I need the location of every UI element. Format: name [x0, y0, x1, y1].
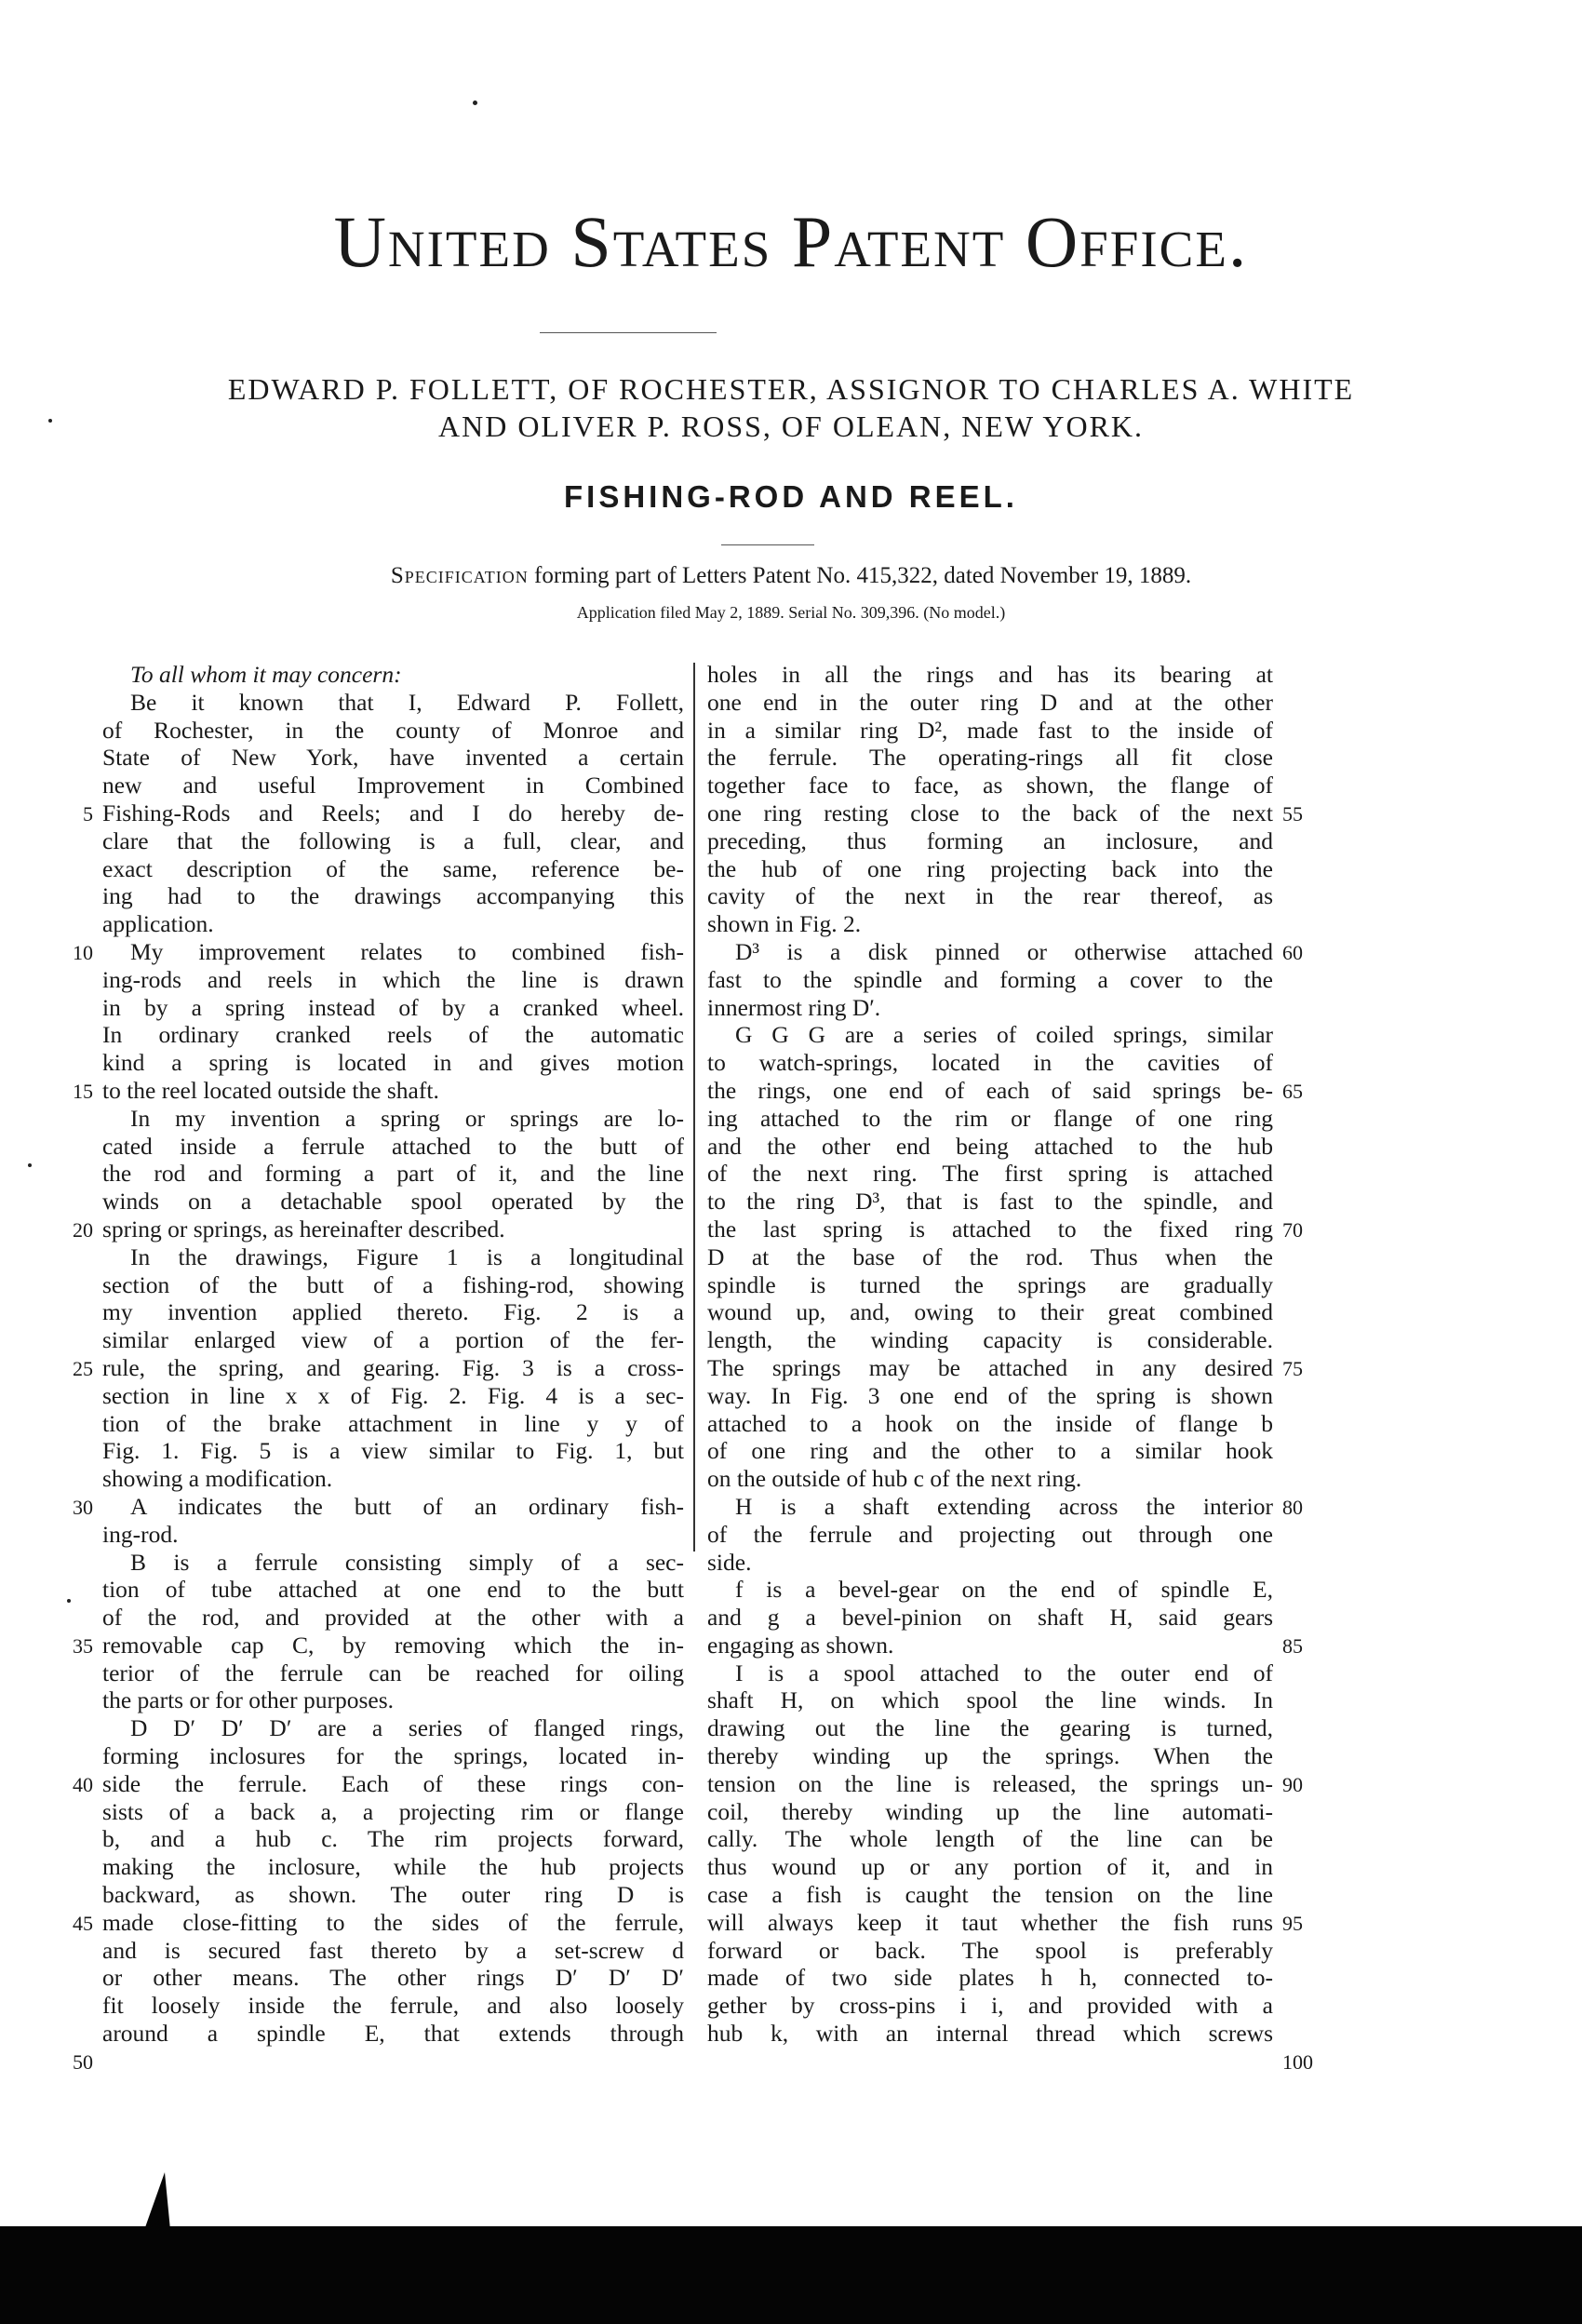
text-line: ing attached to the rim or flange of one ring: [707, 1104, 1273, 1132]
line-number: 95: [1282, 1912, 1303, 1935]
text-line: spring or springs, as hereinafter described.: [102, 1215, 505, 1243]
text-line: of the ferrule and projecting out through one: [707, 1520, 1273, 1548]
text-line: ing had to the drawings accompanying this: [102, 882, 684, 910]
text-line: way. In Fig. 3 one end of the spring is shown: [707, 1381, 1273, 1409]
text-line: winds on a detachable spool operated by the: [102, 1188, 684, 1216]
text-line: the rod and forming a part of it, and the line: [102, 1160, 684, 1188]
text-line: terior of the ferrule can be reached for oiling: [102, 1659, 684, 1686]
scan-edge-mark: [144, 2172, 170, 2230]
text-line: engaging as shown.: [707, 1631, 894, 1659]
text-line: around a spindle E, that extends through: [102, 2020, 684, 2048]
text-line: My improvement relates to combined fish-: [130, 937, 684, 965]
text-line: In my invention a spring or springs are lo-: [130, 1104, 684, 1132]
text-line: application.: [102, 910, 214, 938]
text-line: the rings, one end of each of said springs be-: [707, 1076, 1273, 1104]
text-line: to the ring D³, that is fast to the spindle, and: [707, 1188, 1273, 1216]
text-line: similar enlarged view of a portion of the fer-: [102, 1326, 684, 1354]
text-line: tion of tube attached at one end to the butt: [102, 1576, 684, 1604]
line-number: 85: [1282, 1634, 1303, 1658]
text-line: making the inclosure, while the hub projects: [102, 1853, 684, 1881]
text-line: of Rochester, in the county of Monroe and: [102, 716, 684, 744]
text-line: To all whom it may concern:: [130, 661, 402, 688]
text-line: thus wound up or any portion of it, and in: [707, 1853, 1273, 1881]
line-number: 50: [73, 2050, 93, 2074]
spec-divider: [721, 544, 814, 545]
top-speck: [473, 101, 477, 105]
text-line: sists of a back a, a projecting rim or flange: [102, 1797, 684, 1825]
text-line: tension on the line is released, the springs un-: [707, 1769, 1273, 1797]
inventor-line-2: AND OLIVER P. ROSS, OF OLEAN, NEW YORK.: [437, 410, 1145, 443]
text-line: the ferrule. The operating-rings all fit close: [707, 744, 1273, 772]
text-line: clare that the following is a full, clear, and: [102, 826, 684, 854]
text-line: in by a spring instead of by a cranked wheel.: [102, 993, 684, 1021]
text-line: or other means. The other rings D′ D′ D′: [102, 1964, 684, 1992]
text-line: forming inclosures for the springs, located in-: [102, 1742, 684, 1770]
text-line: gether by cross-pins i i, and provided with a: [707, 1992, 1273, 2020]
text-line: kind a spring is located in and gives motion: [102, 1049, 684, 1077]
text-line: of the next ring. The first spring is attached: [707, 1160, 1273, 1188]
line-number: 25: [73, 1357, 93, 1380]
text-line: in a similar ring D², made fast to the inside of: [707, 716, 1273, 744]
text-line: f is a bevel-gear on the end of spindle E,: [735, 1576, 1273, 1604]
text-line: preceding, thus forming an inclosure, and: [707, 826, 1273, 854]
text-line: fast to the spindle and forming a cover to the: [707, 965, 1273, 993]
text-line: I is a spool attached to the outer end of: [735, 1659, 1273, 1686]
text-line: coil, thereby winding up the line automati-: [707, 1797, 1273, 1825]
text-line: and is secured fast thereto by a set-screw d: [102, 1936, 684, 1964]
text-line: exact description of the same, reference be-: [102, 854, 684, 882]
text-line: wound up, and, owing to their great combined: [707, 1298, 1273, 1326]
line-number: 75: [1282, 1357, 1303, 1380]
text-line: made close-fitting to the sides of the ferrule,: [102, 1908, 684, 1936]
line-number: 35: [73, 1634, 93, 1658]
text-line: State of New York, have invented a certain: [102, 744, 684, 772]
text-line: shaft H, on which spool the line winds. In: [707, 1686, 1273, 1714]
right-text-column: [707, 661, 1273, 2048]
invention-title: FISHING-ROD AND REEL.: [564, 479, 1018, 514]
text-line: showing a modification.: [102, 1465, 333, 1493]
line-number: 80: [1282, 1496, 1303, 1519]
line-number: 70: [1282, 1218, 1303, 1242]
text-line: thereby winding up the springs. When the: [707, 1742, 1273, 1770]
text-line: of one ring and the other to a similar hook: [707, 1437, 1273, 1465]
text-line: length, the winding capacity is considerable.: [707, 1326, 1273, 1354]
text-line: spindle is turned the springs are gradually: [707, 1270, 1273, 1298]
text-line: will always keep it taut whether the fish runs: [707, 1908, 1273, 1936]
text-line: attached to a hook on the inside of flange b: [707, 1409, 1273, 1437]
line-number: 10: [73, 941, 93, 964]
line-number: 15: [73, 1080, 93, 1103]
text-line: tion of the brake attachment in line y y of: [102, 1409, 684, 1437]
text-line: new and useful Improvement in Combined: [102, 772, 684, 799]
line-number: 5: [83, 802, 93, 826]
text-line: fit loosely inside the ferrule, and also loosely: [102, 1992, 684, 2020]
text-line: In ordinary cranked reels of the automatic: [102, 1021, 684, 1049]
application-line: Application filed May 2, 1889. Serial No. 309,396. (No model.): [576, 603, 1006, 622]
inventor-line-1: EDWARD P. FOLLETT, OF ROCHESTER, ASSIGNOR TO CHARLES A. WHITE: [227, 372, 1355, 406]
text-line: one ring resting close to the back of the next: [707, 799, 1273, 826]
text-line: B is a ferrule consisting simply of a sec-: [130, 1548, 684, 1576]
text-line: ing-rods and reels in which the line is drawn: [102, 965, 684, 993]
text-line: and g a bevel-pinion on shaft H, said gears: [707, 1604, 1273, 1632]
text-line: section of the butt of a fishing-rod, showing: [102, 1270, 684, 1298]
text-line: to watch-springs, located in the cavities of: [707, 1049, 1273, 1077]
text-line: together face to face, as shown, the flange of: [707, 772, 1273, 799]
line-number: 100: [1282, 2050, 1313, 2074]
text-line: D D′ D′ D′ are a series of flanged rings,: [130, 1714, 684, 1742]
text-line: hub k, with an internal thread which screws: [707, 2020, 1273, 2048]
text-line: on the outside of hub c of the next ring.: [707, 1465, 1082, 1493]
line-number: 30: [73, 1496, 93, 1519]
line-number: 60: [1282, 941, 1303, 964]
text-line: D at the base of the rod. Thus when the: [707, 1243, 1273, 1270]
text-line: to the reel located outside the shaft.: [102, 1076, 439, 1104]
text-line: holes in all the rings and has its bearing at: [707, 661, 1273, 688]
text-line: my invention applied thereto. Fig. 2 is a: [102, 1298, 684, 1326]
text-line: forward or back. The spool is preferably: [707, 1936, 1273, 1964]
text-line: and the other end being attached to the hub: [707, 1132, 1273, 1160]
text-line: the hub of one ring projecting back into the: [707, 854, 1273, 882]
line-number: 40: [73, 1773, 93, 1796]
line-number: 90: [1282, 1773, 1303, 1796]
text-line: Fig. 1. Fig. 5 is a view similar to Fig. 1, but: [102, 1437, 684, 1465]
line-number: 45: [73, 1912, 93, 1935]
text-line: H is a shaft extending across the interior: [735, 1492, 1273, 1520]
text-line: removable cap C, by removing which the in-: [102, 1631, 684, 1659]
text-line: shown in Fig. 2.: [707, 910, 862, 938]
left-text-column: [102, 661, 684, 2048]
text-line: In the drawings, Figure 1 is a longitudinal: [130, 1243, 684, 1270]
text-line: The springs may be attached in any desired: [707, 1353, 1273, 1381]
text-line: case a fish is caught the tension on the line: [707, 1881, 1273, 1909]
text-line: cally. The whole length of the line can be: [707, 1825, 1273, 1853]
scan-bottom-bar: [0, 2226, 1582, 2324]
text-line: G G G are a series of coiled springs, similar: [735, 1021, 1273, 1049]
specification-label: Specification: [390, 563, 529, 588]
title-divider: [540, 332, 717, 333]
specification-line: [0, 563, 1582, 589]
line-number: 55: [1282, 802, 1303, 826]
margin-speck: [28, 1163, 32, 1167]
text-line: ing-rod.: [102, 1520, 179, 1548]
margin-speck: [67, 1599, 71, 1603]
text-line: cavity of the next in the rear thereof, as: [707, 882, 1273, 910]
text-line: Fishing-Rods and Reels; and I do hereby de-: [102, 799, 684, 826]
text-line: of the rod, and provided at the other with a: [102, 1604, 684, 1632]
text-line: the last spring is attached to the fixed ring: [707, 1215, 1273, 1243]
text-line: innermost ring D′.: [707, 993, 881, 1021]
text-line: backward, as shown. The outer ring D is: [102, 1881, 684, 1909]
specification-details: forming part of Letters Patent No. 415,322, dated November 19, 1889.: [534, 563, 1192, 588]
text-line: made of two side plates h h, connected to-: [707, 1964, 1273, 1992]
text-line: D³ is a disk pinned or otherwise attached: [735, 937, 1273, 965]
text-line: side the ferrule. Each of these rings con-: [102, 1769, 684, 1797]
text-line: drawing out the line the gearing is turned,: [707, 1714, 1273, 1742]
text-line: the parts or for other purposes.: [102, 1686, 394, 1714]
text-line: A indicates the butt of an ordinary fish-: [130, 1492, 684, 1520]
text-line: Be it known that I, Edward P. Follett,: [130, 688, 684, 716]
column-divider: [693, 663, 695, 1552]
text-line: side.: [707, 1548, 752, 1576]
line-number: 20: [73, 1218, 93, 1242]
text-line: rule, the spring, and gearing. Fig. 3 is a cross-: [102, 1353, 684, 1381]
line-number: 65: [1282, 1080, 1303, 1103]
office-title: United States Patent Office.: [333, 201, 1249, 282]
text-line: section in line x x of Fig. 2. Fig. 4 is a sec-: [102, 1381, 684, 1409]
text-line: cated inside a ferrule attached to the butt of: [102, 1132, 684, 1160]
text-line: one end in the outer ring D and at the other: [707, 688, 1273, 716]
text-line: b, and a hub c. The rim projects forward,: [102, 1825, 684, 1853]
